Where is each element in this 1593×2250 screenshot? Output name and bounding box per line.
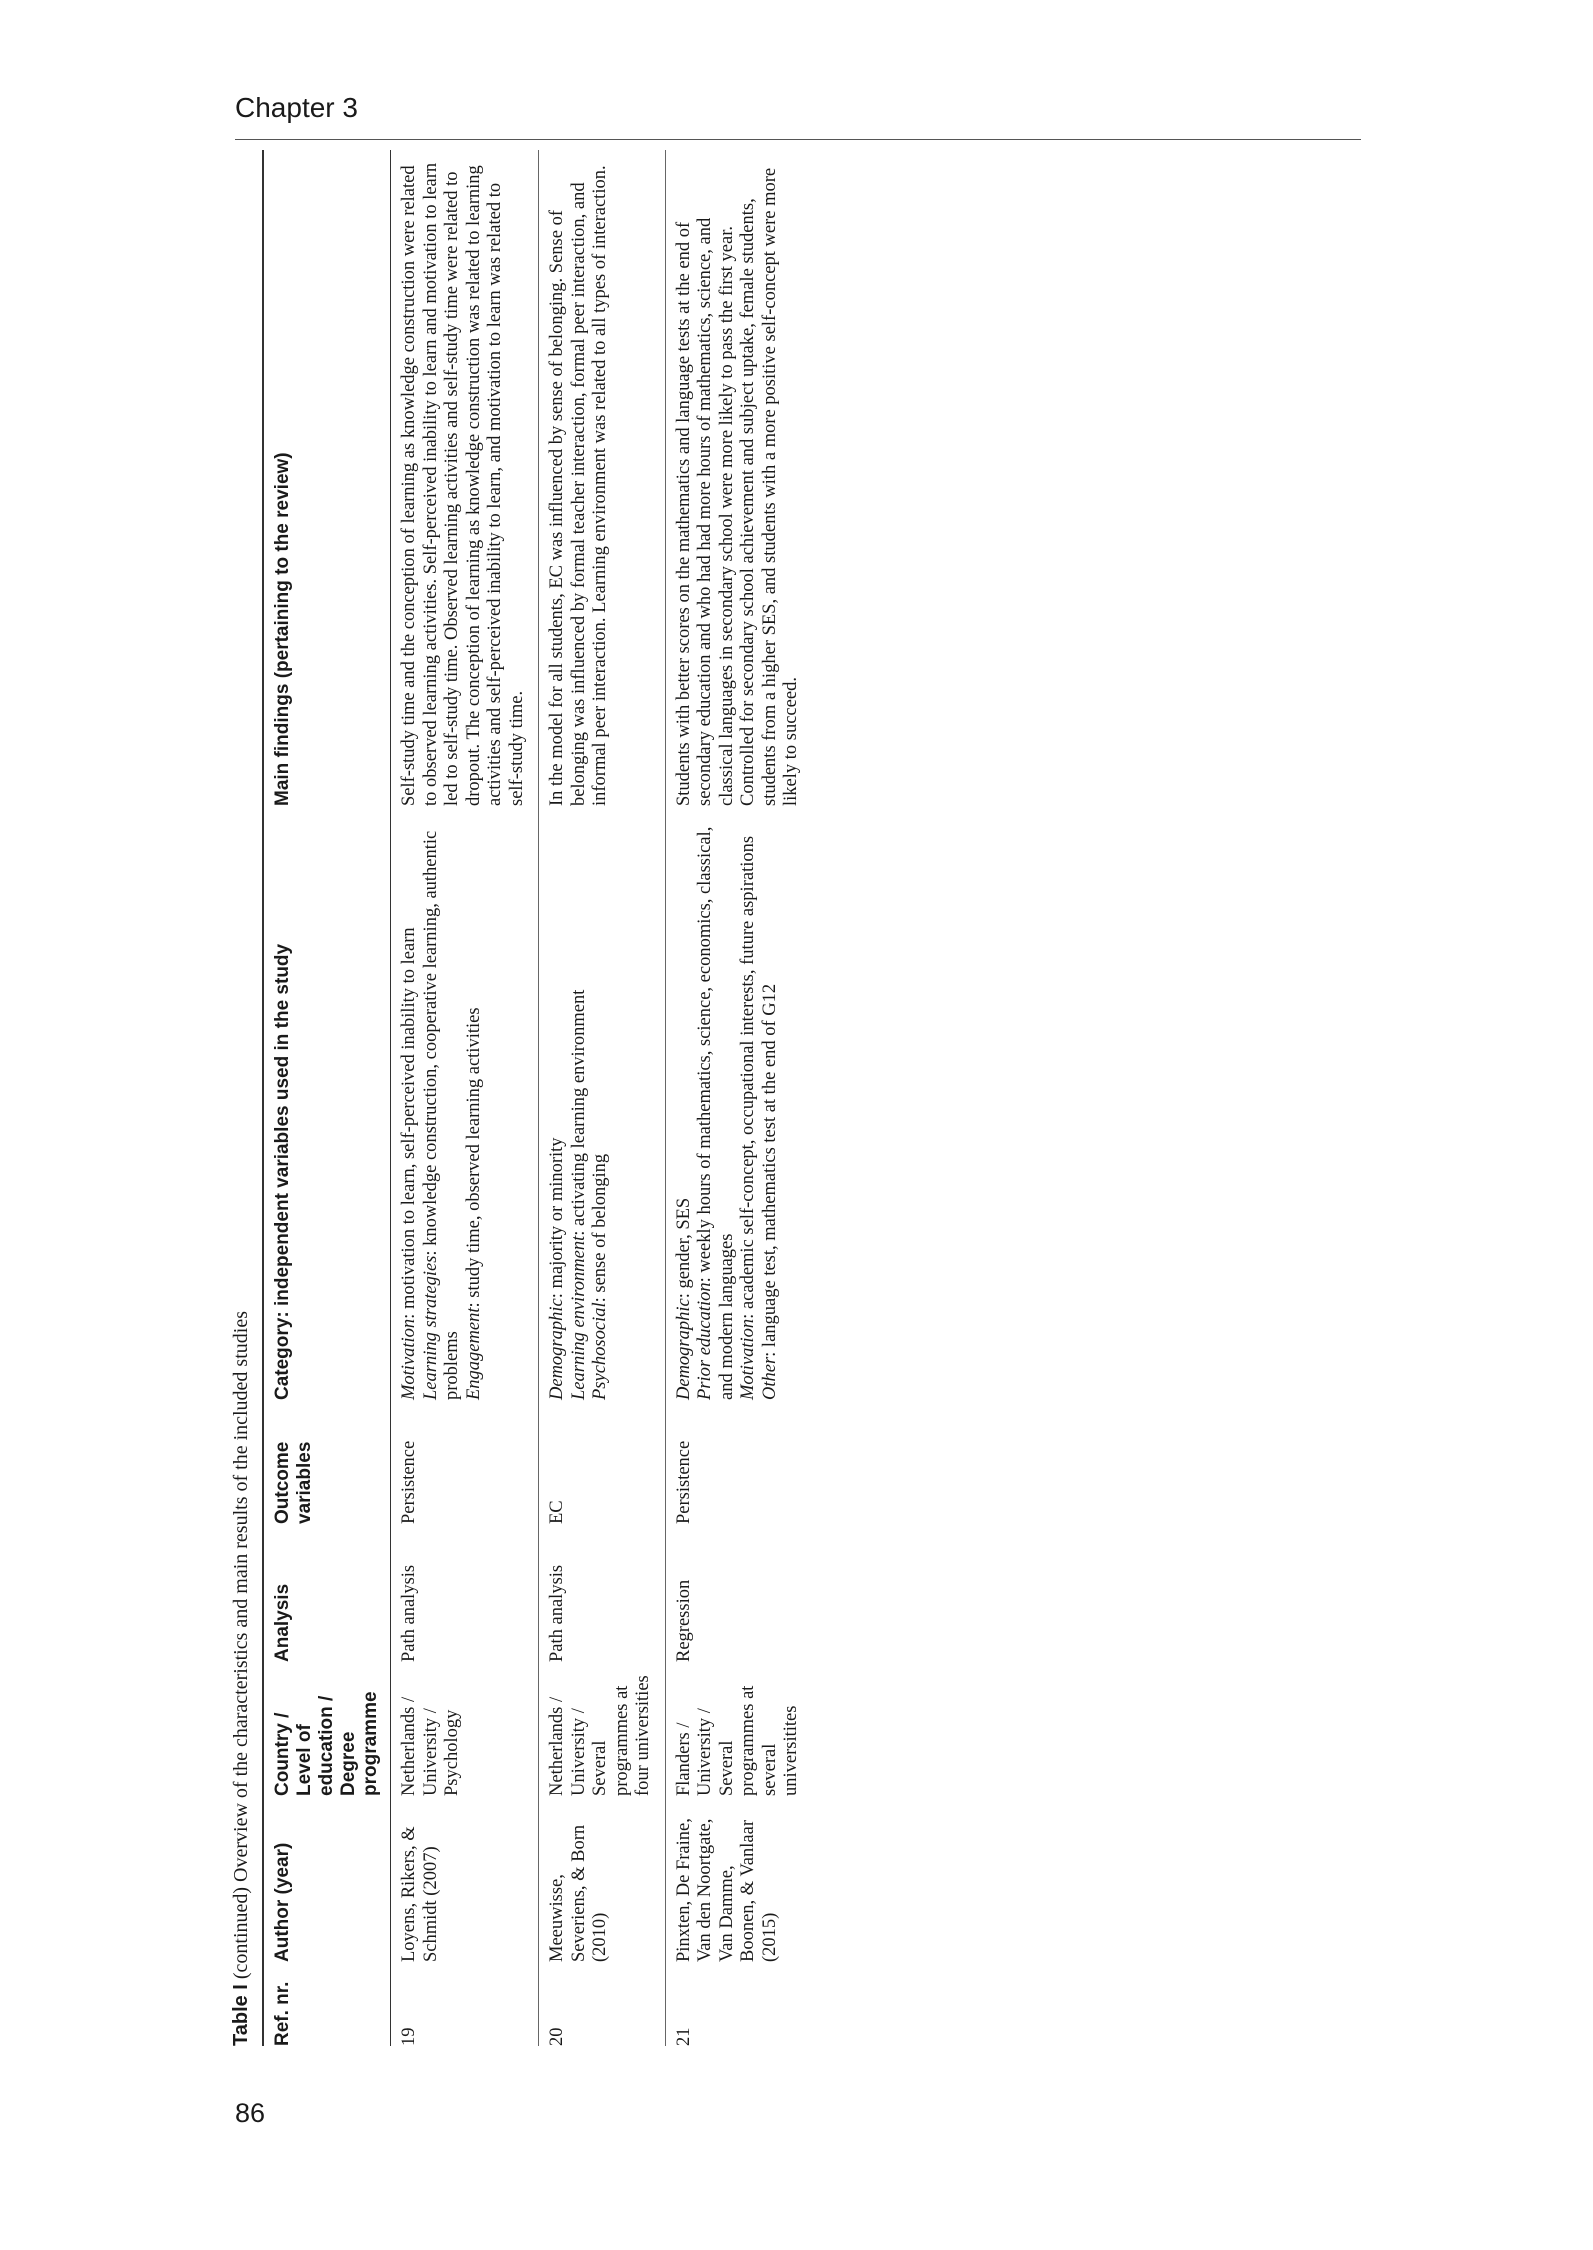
header-author: Author (year) — [263, 1796, 391, 1962]
cell-outcome: EC — [539, 1400, 666, 1524]
table-caption-text: (continued) Overview of the characteristics and main results of the included studies — [230, 1311, 252, 1980]
category-entry — [760, 814, 782, 1400]
cell-analysis: Path analysis — [391, 1524, 539, 1662]
cell-findings: In the model for all students, EC was influenced by sense of belonging. Sense of belonging was influenced by formal teacher interaction, formal peer interaction, and informal peer interaction. Learning environment was related to all types of interaction. — [539, 150, 666, 806]
category-entry — [738, 814, 760, 1400]
table-caption — [228, 206, 254, 2046]
table-row — [665, 150, 813, 2046]
cell-outcome: Persistence — [391, 1400, 539, 1524]
cell-analysis: Path analysis — [539, 1524, 666, 1662]
category-text: : academic self-concept, occupational interests, future aspirations — [738, 835, 758, 1319]
header-analysis: Analysis — [263, 1524, 391, 1662]
category-label: Learning strategies — [420, 1255, 441, 1400]
category-entry — [399, 814, 421, 1400]
category-entry — [695, 814, 738, 1400]
studies-table — [262, 150, 813, 2046]
table-row — [539, 150, 666, 2046]
category-label: Psychosocial — [590, 1302, 610, 1400]
category-text: : weekly hours of mathematics, science, economics, classical, and modern languages — [695, 826, 737, 1400]
cell-ref: 19 — [391, 1962, 539, 2046]
category-text: : motivation to learn, self-perceived inability to learn — [399, 927, 419, 1319]
category-entry — [590, 814, 612, 1400]
category-text: : knowledge construction, cooperative learning, authentic problems — [420, 830, 462, 1400]
cell-findings: Self-study time and the conception of learning as knowledge construction were related to observed learning activities. Self-perceived inability to learn and motivation to learn led to self-study time. Observed learning activities and self-study time were related to dropout. The conception of learning as knowledge construction was related to learning activities and self-perceived inability to learn, and motivation to learn was related to self-study time. — [391, 150, 539, 806]
category-text: : gender, SES — [673, 1197, 694, 1299]
cell-country: Netherlands / University / Psychology — [391, 1662, 539, 1796]
category-text: : activating learning environment — [568, 989, 589, 1236]
category-text: : study time, observed learning activities — [463, 1007, 484, 1308]
cell-country: Netherlands / University / Several programmes at four universities — [539, 1662, 666, 1796]
category-entry — [421, 814, 464, 1400]
cell-author: Loyens, Rikers, & Schmidt (2007) — [391, 1796, 539, 1962]
category-entry — [464, 814, 486, 1400]
category-label: Engagement — [463, 1307, 484, 1400]
category-label: Motivation — [399, 1318, 419, 1400]
cell-category — [539, 806, 666, 1400]
rotated-table-region — [228, 162, 1292, 2046]
header-category: Category: independent variables used in the study — [263, 806, 391, 1400]
header-rule — [235, 139, 1361, 140]
category-label: Prior education — [695, 1282, 715, 1400]
category-label: Other — [759, 1356, 780, 1400]
category-text: : language test, mathematics test at the end of G12 — [759, 983, 780, 1357]
cell-outcome: Persistence — [673, 1440, 694, 1524]
cell-ref: 20 — [539, 1962, 666, 2046]
cell-author: Pinxten, De Fraine, Van den Noortgate, Van Damme, Boonen, & Vanlaar (2015) — [673, 1818, 780, 1962]
table-row — [391, 150, 539, 2046]
category-label: Demographic — [547, 1298, 567, 1400]
cell-ref: 21 — [673, 2027, 694, 2046]
category-label: Demographic — [673, 1298, 694, 1400]
category-text: : majority or minority — [547, 1137, 567, 1299]
category-text: : sense of belonging — [590, 1153, 610, 1303]
header-outcome: Outcome variables — [263, 1400, 391, 1524]
cell-country: Flanders / University / Several programmes at several universitites — [673, 1685, 801, 1796]
header-findings: Main findings (pertaining to the review) — [263, 150, 391, 806]
header-ref: Ref. nr. — [263, 1962, 391, 2046]
cell-author: Meeuwisse, Severiens, & Born (2010) — [539, 1796, 666, 1962]
category-entry — [674, 814, 696, 1400]
table-label: Table I — [230, 1984, 252, 2046]
table-header-row — [263, 150, 391, 2046]
category-entry — [547, 814, 569, 1400]
cell-category — [391, 806, 539, 1400]
page-number: 86 — [235, 2098, 266, 2128]
category-entry — [569, 814, 591, 1400]
category-label: Learning environment — [568, 1235, 589, 1400]
cell-category — [665, 806, 813, 1400]
category-label: Motivation — [738, 1318, 758, 1400]
table-landscape — [228, 162, 1292, 2046]
cell-analysis: Regression — [673, 1579, 694, 1662]
cell-findings: Students with better scores on the mathematics and language tests at the end of secondary education and who had had more hours of mathematics, science, and classical languages in secondary school were more likely to pass the first year. Controlled for secondary school achievement and subject uptake, female students, students from a higher SES, and students with a more positive self-concept were more likely to succeed. — [673, 167, 801, 806]
header-country: Country / Level of education / Degree programme — [263, 1662, 391, 1796]
chapter-header: Chapter 3 — [235, 92, 358, 123]
